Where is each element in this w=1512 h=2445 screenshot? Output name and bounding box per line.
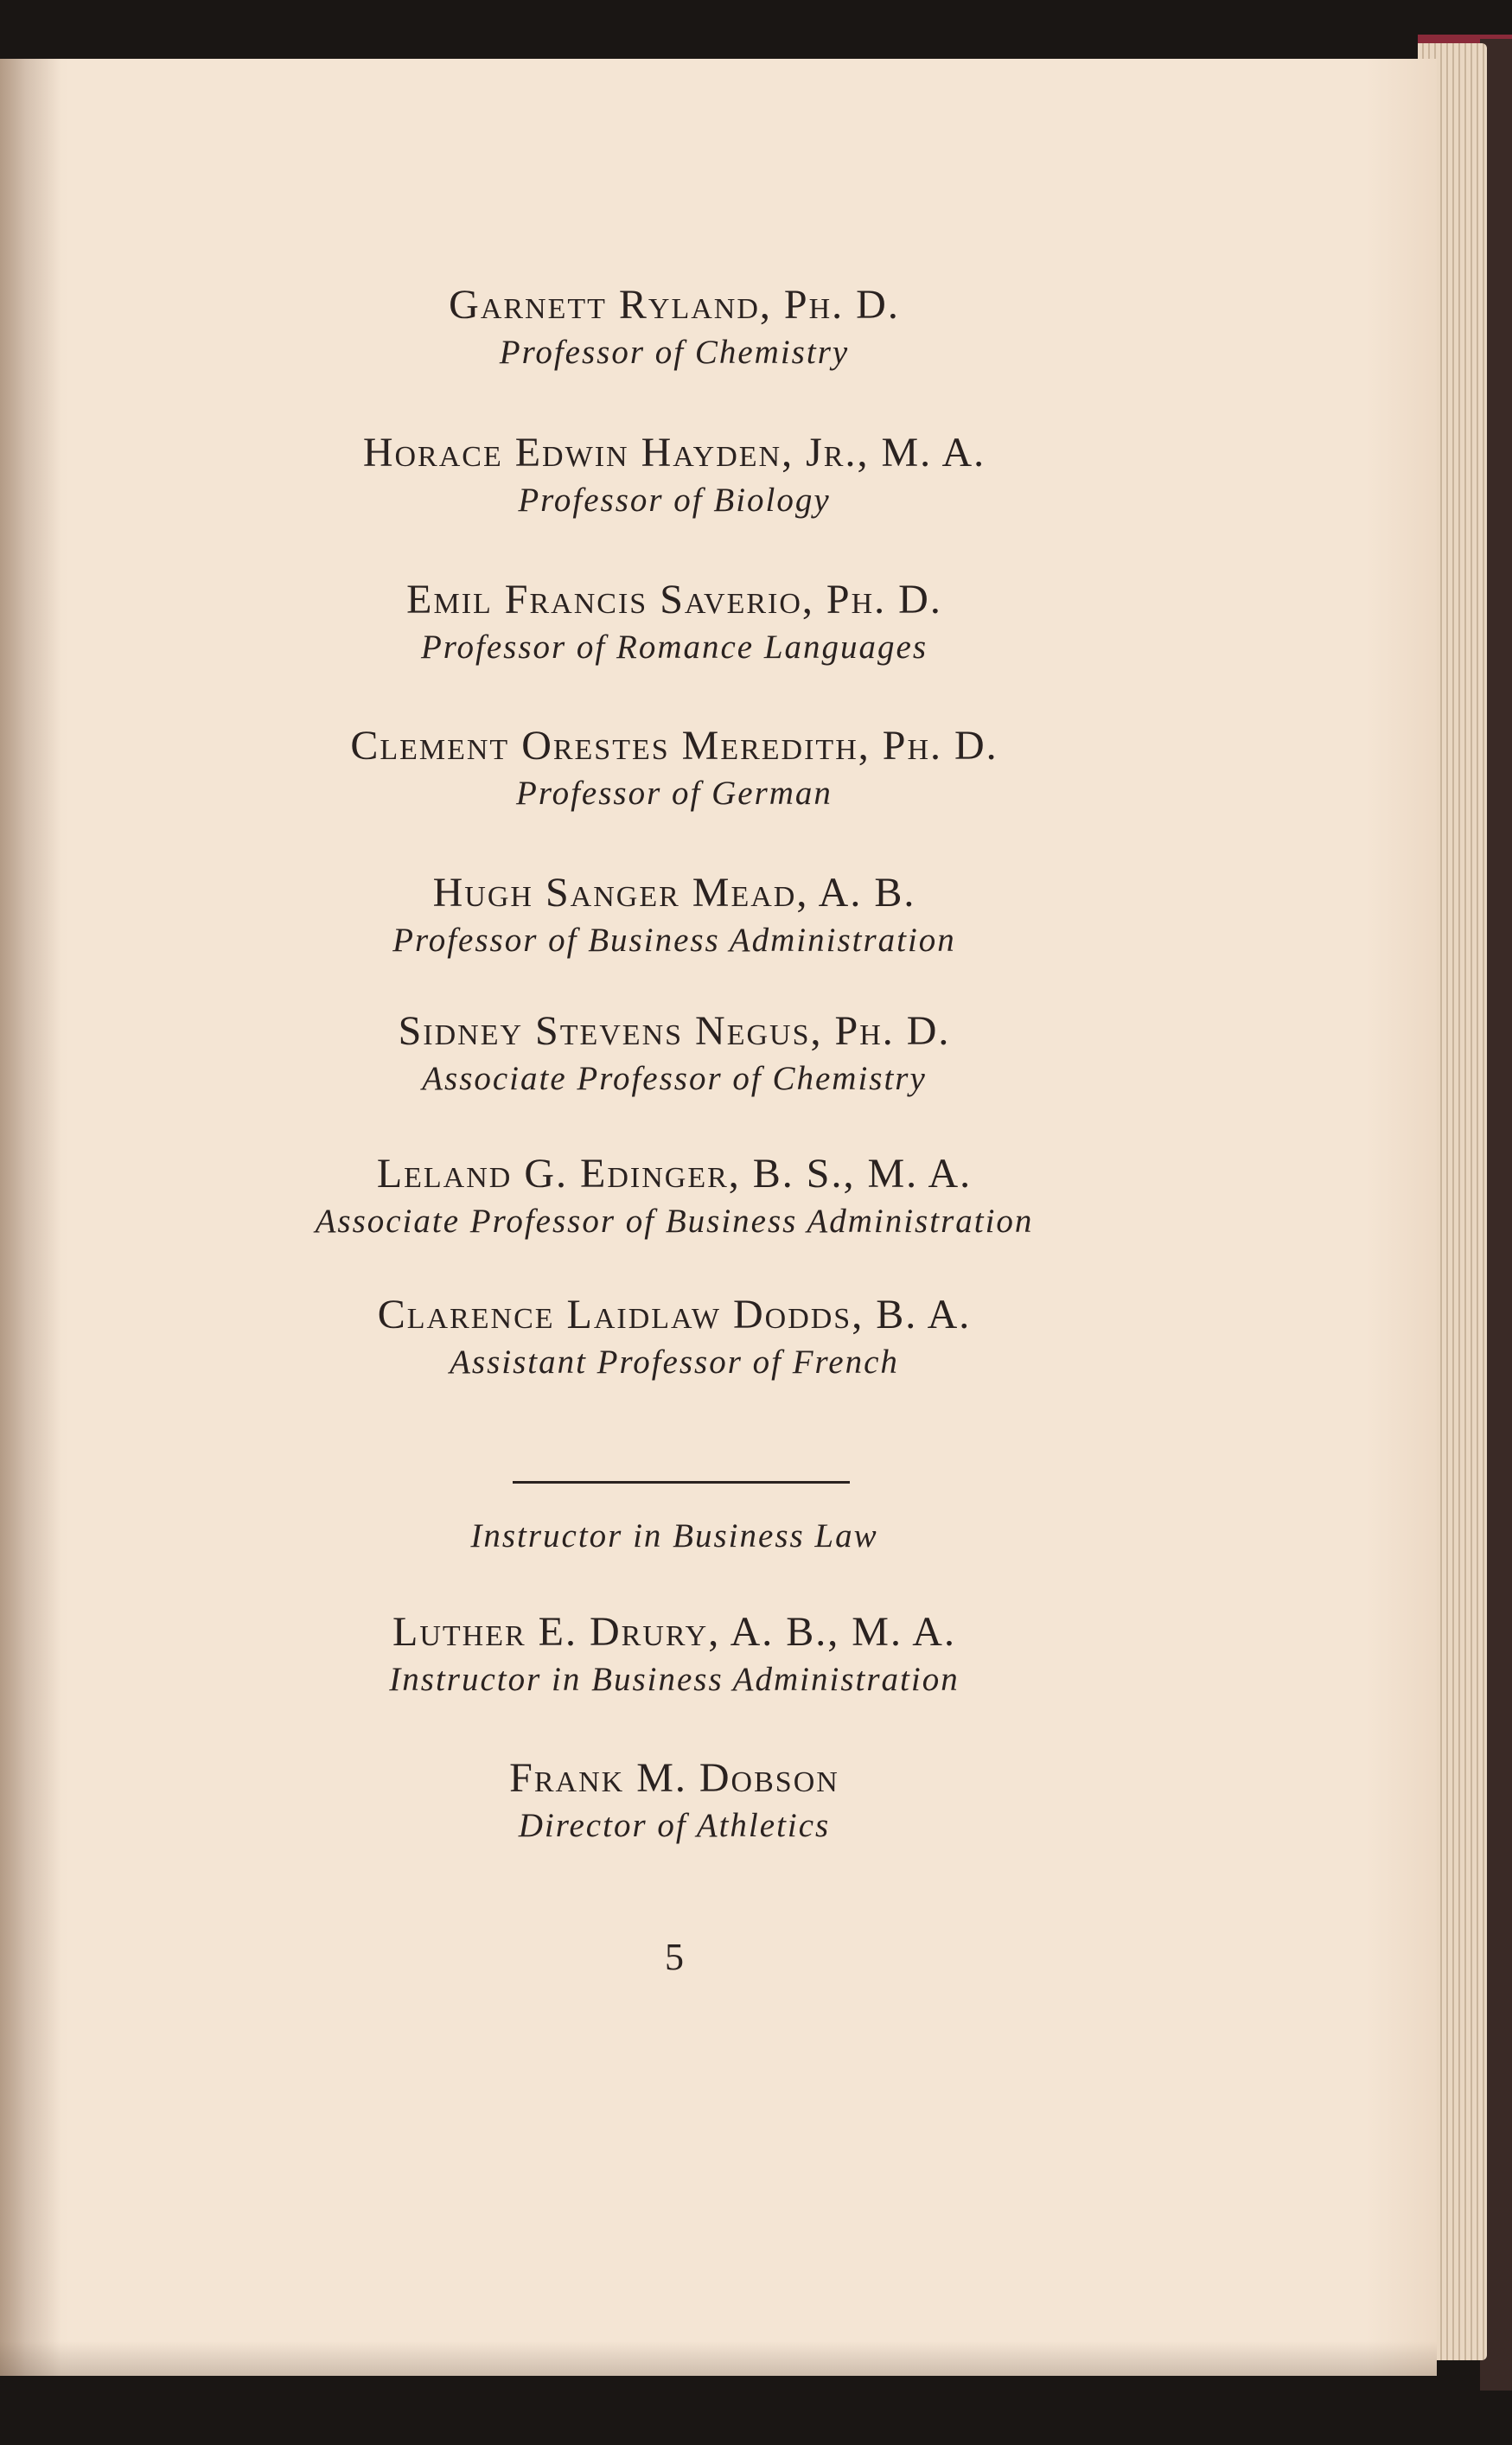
page-bottom-shadow <box>0 2341 1437 2376</box>
faculty-entry <box>0 281 1349 376</box>
faculty-name: Leland G. Edinger, B. S., M. A. <box>376 1151 973 1197</box>
faculty-name: Clement Orestes Meredith, Ph. D. <box>350 723 998 769</box>
faculty-name: Garnett Ryland, Ph. D. <box>449 282 900 328</box>
faculty-entry <box>0 722 1349 817</box>
section-heading <box>0 1513 1349 1560</box>
faculty-entry <box>0 1754 1349 1849</box>
faculty-name: Frank M. Dobson <box>509 1755 839 1801</box>
faculty-name: Horace Edwin Hayden, Jr., M. A. <box>362 430 986 476</box>
page-number: 5 <box>665 1936 684 1978</box>
faculty-name: Sidney Stevens Negus, Ph. D. <box>398 1008 951 1054</box>
book-page <box>0 59 1437 2376</box>
faculty-name: Luther E. Drury, A. B., M. A. <box>392 1609 956 1655</box>
faculty-name: Emil Francis Saverio, Ph. D. <box>406 577 942 622</box>
faculty-title: Associate Professor of Business Administration <box>315 1203 1034 1240</box>
faculty-entry <box>0 429 1349 524</box>
section-divider-rule <box>513 1481 850 1484</box>
faculty-title: Professor of Business Administration <box>392 922 956 959</box>
faculty-entry <box>0 576 1349 671</box>
faculty-title: Professor of Biology <box>518 482 831 519</box>
faculty-entry <box>0 1608 1349 1703</box>
faculty-entry <box>0 869 1349 964</box>
instructor-heading: Instructor in Business Law <box>470 1517 878 1554</box>
faculty-name: Hugh Sanger Mead, A. B. <box>432 870 916 916</box>
faculty-title: Instructor in Business Administration <box>389 1661 960 1698</box>
faculty-title: Director of Athletics <box>518 1807 831 1844</box>
faculty-title: Professor of Chemistry <box>499 334 850 371</box>
faculty-entry <box>0 1007 1349 1102</box>
faculty-entry <box>0 1150 1349 1245</box>
faculty-title: Professor of Romance Languages <box>420 629 928 666</box>
faculty-title: Assistant Professor of French <box>450 1344 899 1381</box>
faculty-title: Associate Professor of Chemistry <box>422 1060 927 1097</box>
faculty-name: Clarence Laidlaw Dodds, B. A. <box>377 1292 972 1337</box>
faculty-title: Professor of German <box>516 775 833 812</box>
faculty-entry <box>0 1291 1349 1386</box>
